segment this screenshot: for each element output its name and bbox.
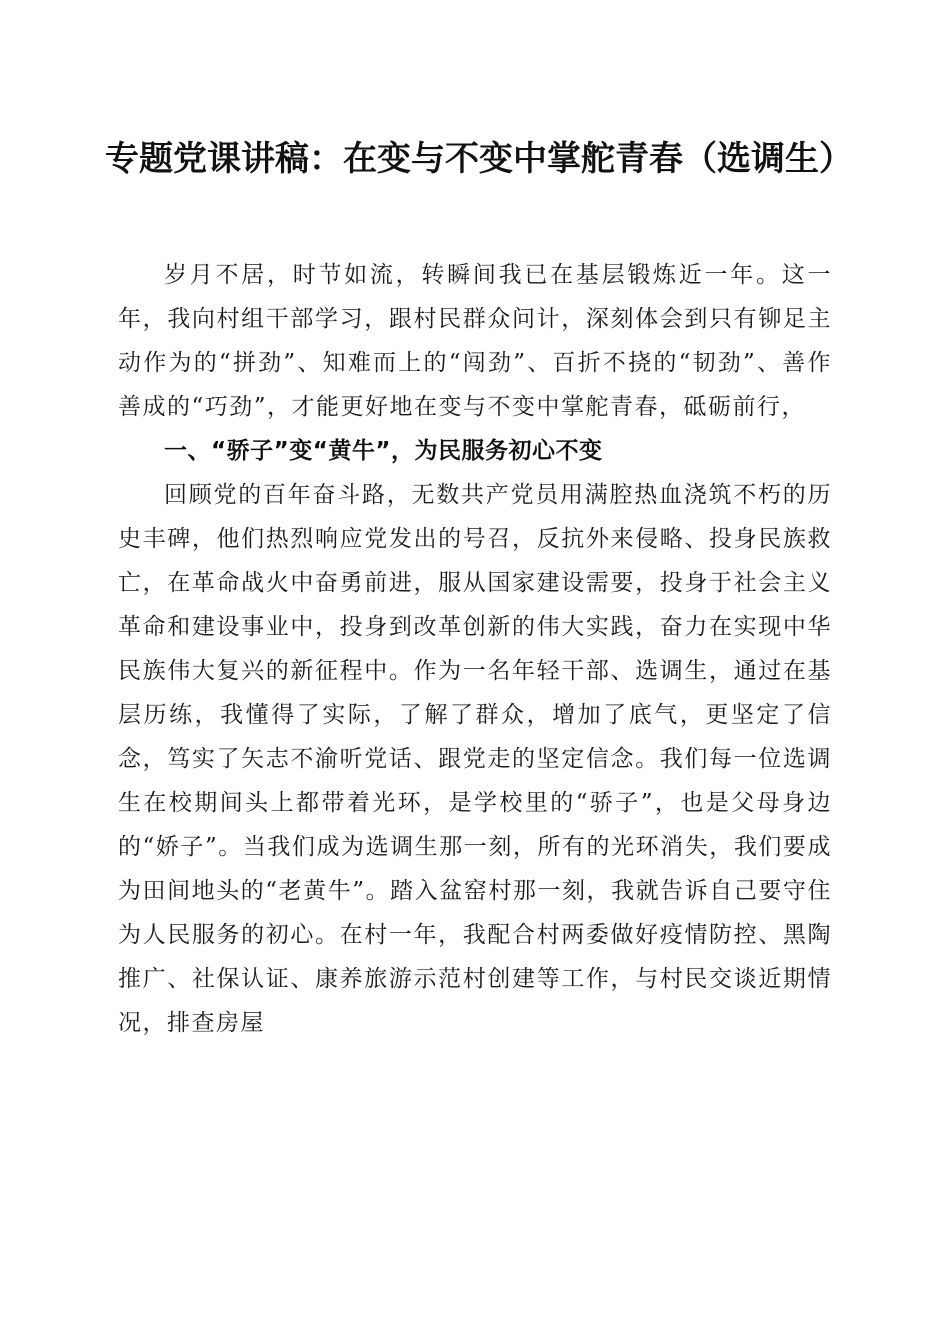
section-heading: 一、“骄子”变“黄牛”，为民服务初心不变 <box>164 438 603 464</box>
document-title: 专题党课讲稿：在变与不变中掌舵青春（选调生） <box>105 139 853 179</box>
intro-paragraph: 岁月不居，时节如流，转瞬间我已在基层锻炼近一年。这一年，我向村组干部学习，跟村民群众问计，深刻体会到只有铆足主动作为的“拼劲”、知难而上的“闯劲”、百折不挠的“韧劲”、善作善成的“巧劲”，才能更好地在变与不变中掌舵青春，砥砺前行， <box>118 262 832 420</box>
section-paragraph: 回顾党的百年奋斗路，无数共产党员用满腔热血浇筑不朽的历史丰碑，他们热烈响应党发出的号召，反抗外来侵略、投身民族救亡，在革命战火中奋勇前进，服从国家建设需要，投身于社会主义革命和建设事业中，投身到改革创新的伟大实践，奋力在实现中华民族伟大复兴的新征程中。作为一名年轻干部、选调生，通过在基层历练，我懂得了实际，了解了群众，增加了底气，更坚定了信念，笃实了矢志不渝听党话、跟党走的坚定信念。我们每一位选调生在校期间头上都带着光环，是学校里的“骄子”，也是父母身边的“娇子”。当我们成为选调生那一刻，所有的光环消失，我们要成为田间地头的“老黄牛”。踏入盆窑村那一刻，我就告诉自己要守住为人民服务的初心。在村一年，我配合村两委做好疫情防控、黑陶推广、社保认证、康养旅游示范村创建等工作，与村民交谈近期情况，排查房屋 <box>118 482 832 1036</box>
document-body <box>118 253 832 1045</box>
